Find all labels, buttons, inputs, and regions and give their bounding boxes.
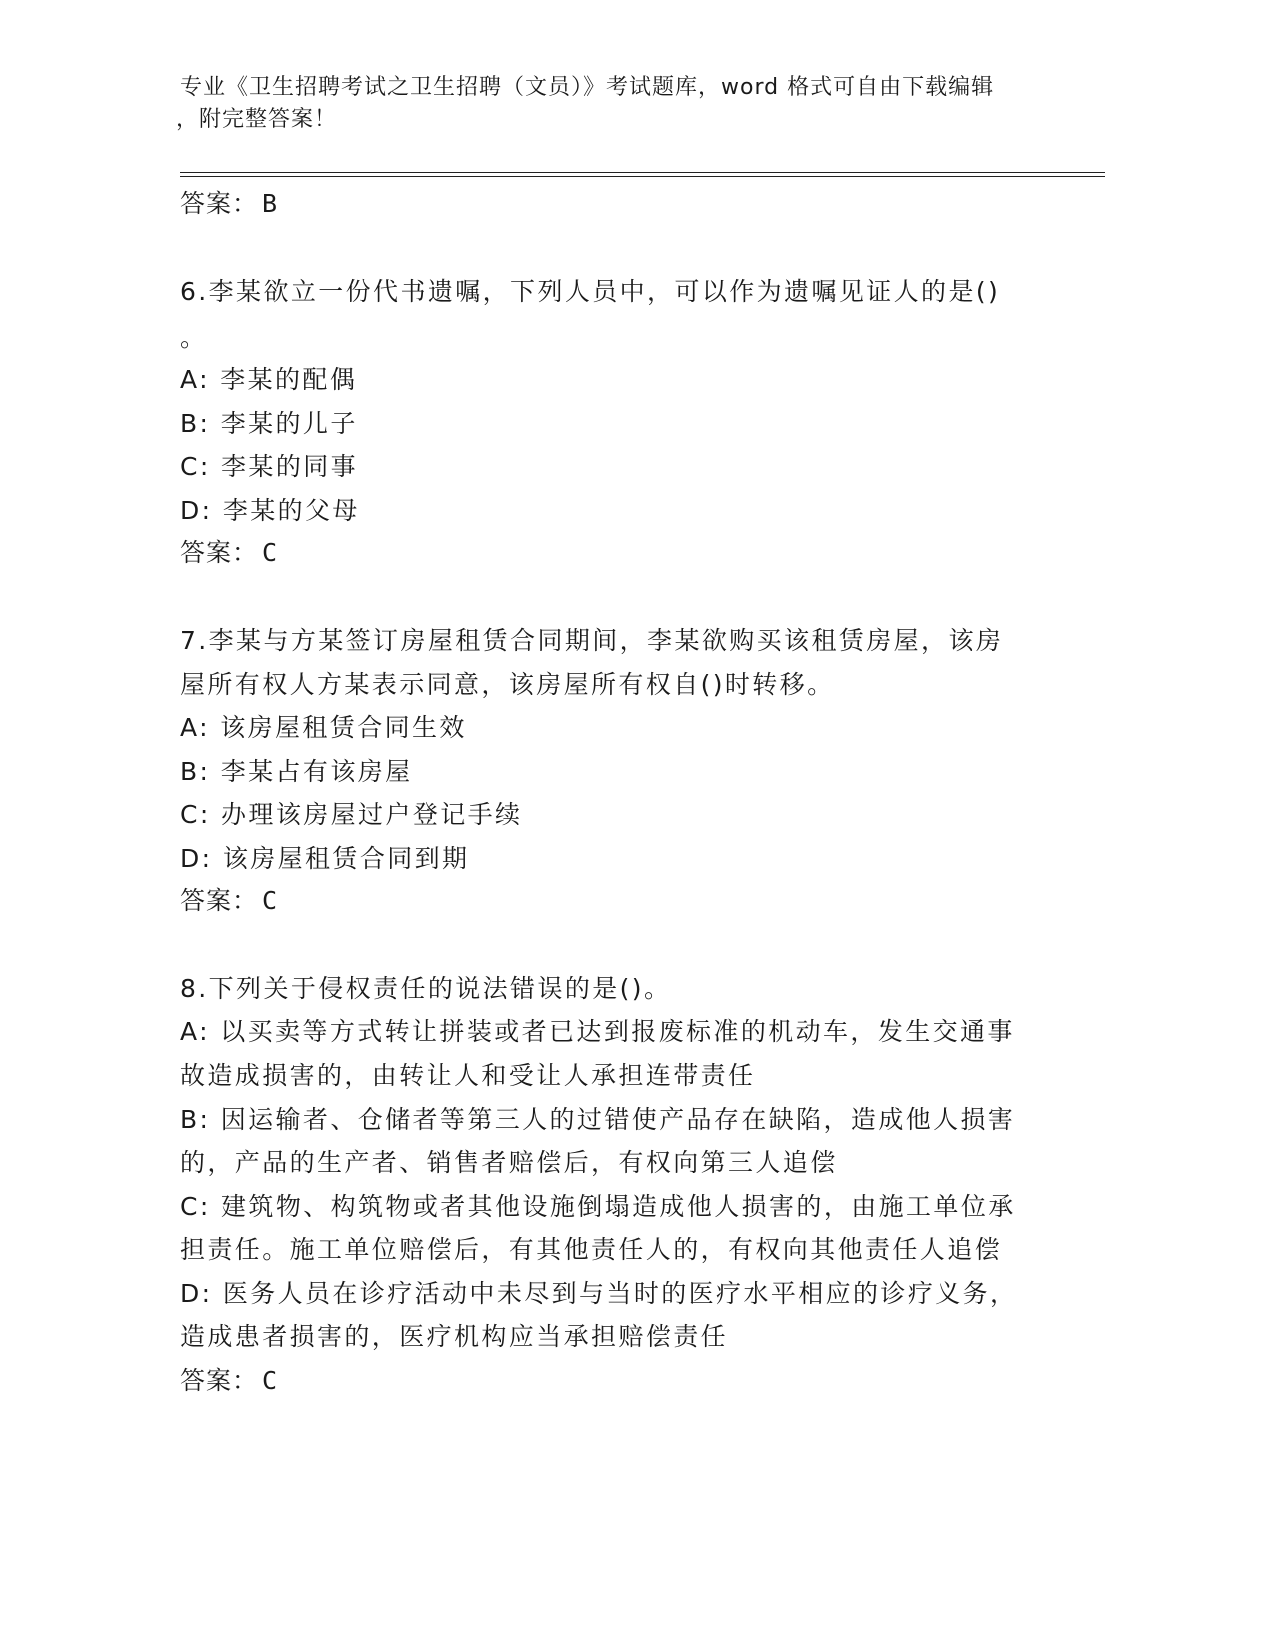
option-c: C: 办理该房屋过户登记手续 (180, 800, 523, 829)
question-stem: 8.下列关于侵权责任的说法错误的是()。 (180, 974, 672, 1003)
header-line-2: ，附完整答案！ (176, 107, 338, 132)
document-header (176, 72, 1060, 136)
answer-line (180, 881, 278, 917)
header-divider-bottom (180, 176, 1105, 177)
option-c: C: 李某的同事 (180, 452, 359, 481)
answer-value: C (262, 1366, 279, 1395)
option-b-continued: 的，产品的生产者、销售者赔偿后，有权向第三人追偿 (180, 1148, 838, 1177)
option-c: C: 建筑物、构筑物或者其他设施倒塌造成他人损害的，由施工单位承 (180, 1192, 1016, 1221)
answer-value: C (262, 886, 279, 915)
header-divider-top (180, 172, 1105, 173)
option-a: A: 李某的配偶 (180, 365, 358, 394)
option-c-continued: 担责任。施工单位赔偿后，有其他责任人的，有权向其他责任人追偿 (180, 1235, 1003, 1264)
option-b: B: 李某的儿子 (180, 409, 358, 438)
option-a: A: 该房屋租赁合同生效 (180, 713, 467, 742)
option-a: A: 以买卖等方式转让拼装或者已达到报废标准的机动车，发生交通事 (180, 1017, 1015, 1046)
option-d: D: 李某的父母 (180, 496, 360, 525)
option-a-continued: 故造成损害的，由转让人和受让人承担连带责任 (180, 1061, 756, 1090)
option-d: D: 该房屋租赁合同到期 (180, 844, 470, 873)
option-d-continued: 造成患者损害的，医疗机构应当承担赔偿责任 (180, 1322, 729, 1351)
answer-value: C (262, 538, 279, 567)
answer-label: 答案： (180, 1366, 259, 1395)
answer-line (180, 1361, 278, 1397)
answer-line (180, 533, 278, 569)
answer-value: B (262, 189, 279, 218)
answer-label: 答案： (180, 538, 259, 567)
option-d: D: 医务人员在诊疗活动中未尽到与当时的医疗水平相应的诊疗义务， (180, 1279, 1018, 1308)
answer-label: 答案： (180, 886, 259, 915)
option-b: B: 李某占有该房屋 (180, 757, 413, 786)
answer-label: 答案： (180, 189, 259, 218)
question-stem: 7.李某与方某签订房屋租赁合同期间，李某欲购买该租赁房屋，该房 (180, 626, 1004, 655)
header-line-1: 专业《卫生招聘考试之卫生招聘（文员）》考试题库，word 格式可自由下载编辑 (180, 75, 995, 100)
answer-line (180, 184, 278, 220)
question-stem-continued: 。 (180, 323, 208, 352)
option-b: B: 因运输者、仓储者等第三人的过错使产品存在缺陷，造成他人损害 (180, 1105, 1016, 1134)
question-stem: 6.李某欲立一份代书遗嘱，下列人员中，可以作为遗嘱见证人的是() (180, 277, 1001, 306)
question-stem-continued: 屋所有权人方某表示同意，该房屋所有权自()时转移。 (180, 670, 835, 699)
